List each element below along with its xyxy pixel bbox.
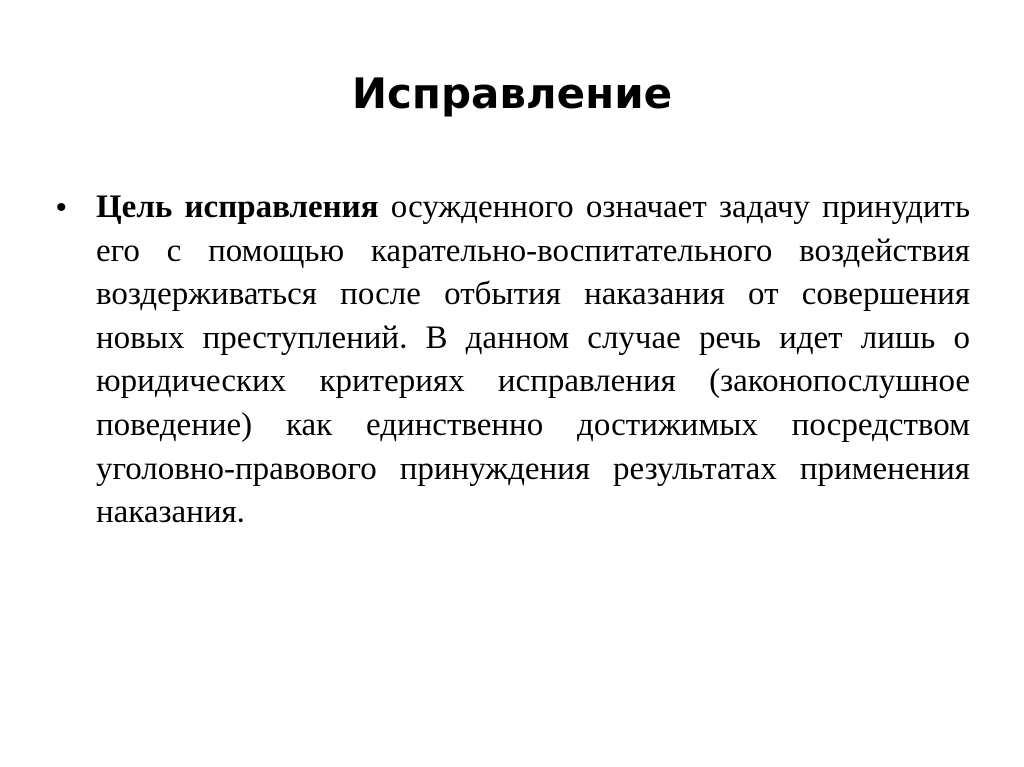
slide-title: Исправление xyxy=(351,69,673,118)
bullet-body-text: осужденного означает задачу принудить его с помощью карательно-воспитательного воздействия воздерживаться после отбытия наказания от совершения новых преступлений. В данном случае речь идет лишь о юридических критериях исправления (законопослушное поведение) как единственно достижимых посредством уголовно-правового принуждения результатах применения наказания. xyxy=(96,189,970,531)
bullet-list xyxy=(56,186,970,535)
bullet-lead-text: Цель исправления xyxy=(96,189,379,225)
bullet-dot-icon: • xyxy=(56,191,67,224)
bullet-item xyxy=(56,186,970,535)
